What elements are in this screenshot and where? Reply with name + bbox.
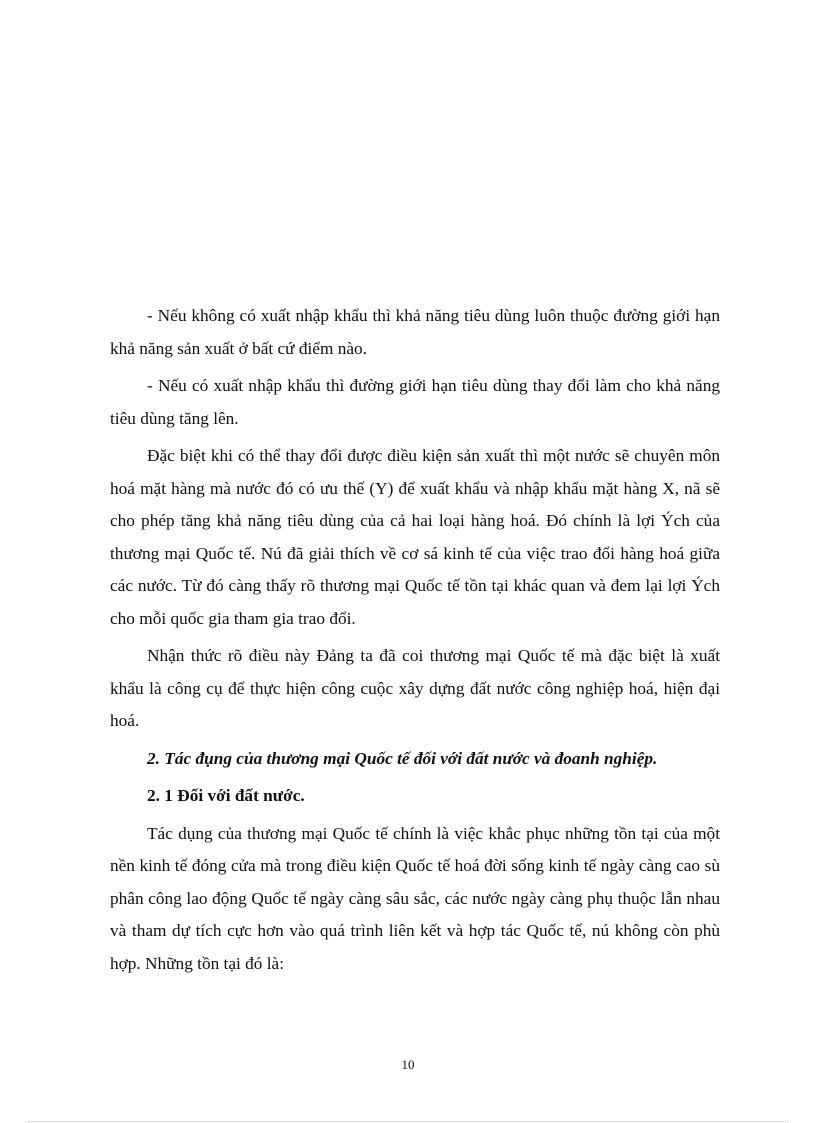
body-text <box>110 300 720 985</box>
page-number: 10 <box>401 1057 415 1072</box>
paragraph-no-trade: - Nếu không có xuất nhập khẩu thì khả năng tiêu dùng luôn thuộc đường giới hạn khả năng sản xuất ở bất cứ điểm nào. <box>110 306 720 358</box>
paragraph-specialization: Đặc biệt khi có thể thay đổi được điều kiện sản xuất thì một nước sẽ chuyên môn hoá mặt hàng mà nước đó có ưu thế (Y) để xuất khẩu và nhập khẩu mặt hàng X, nã sẽ cho phép tăng khả năng tiêu dùng của cả hai loại hàng hoá. Đó chính là lợi Ých của thương mại Quốc tế. Nú đã giải thích về cơ sá kinh tế của việc trao đổi hàng hoá giữa các nước. Từ đó càng thấy rõ thương mại Quốc tế tồn tại khác quan và đem lại lợi Ých cho mỗi quốc gia tham gia trao đổi. <box>110 446 720 628</box>
page-bottom-divider <box>28 1121 788 1122</box>
paragraph-with-trade: - Nếu có xuất nhập khẩu thì đường giới hạn tiêu dùng thay đổi làm cho khả năng tiêu dùng tăng lên. <box>110 376 720 428</box>
section-heading: 2. Tác đụng của thương mại Quốc tế đối với đất nước và đoanh nghiệp. <box>147 748 658 768</box>
subsection-heading: 2. 1 Đối với đất nước. <box>147 786 305 805</box>
paragraph-party-view: Nhận thức rõ điều này Đảng ta đã coi thương mại Quốc tế mà đặc biệt là xuất khẩu là công cụ để thực hiện công cuộc xây dựng đất nước công nghiệp hoá, hiện đại hoá. <box>110 646 720 730</box>
paragraph-effects: Tác dụng của thương mại Quốc tế chính là việc khắc phục những tồn tại của một nền kinh tế đóng cửa mà trong điều kiện Quốc tế hoá đời sống kinh tế ngày càng cao sù phân công lao động Quốc tế ngày càng sâu sắc, các nước ngày càng phụ thuộc lẫn nhau và tham dự tích cực hơn vào quá trình liên kết và hợp tác Quốc tế, nú không còn phù hợp. Những tồn tại đó là: <box>110 823 720 973</box>
